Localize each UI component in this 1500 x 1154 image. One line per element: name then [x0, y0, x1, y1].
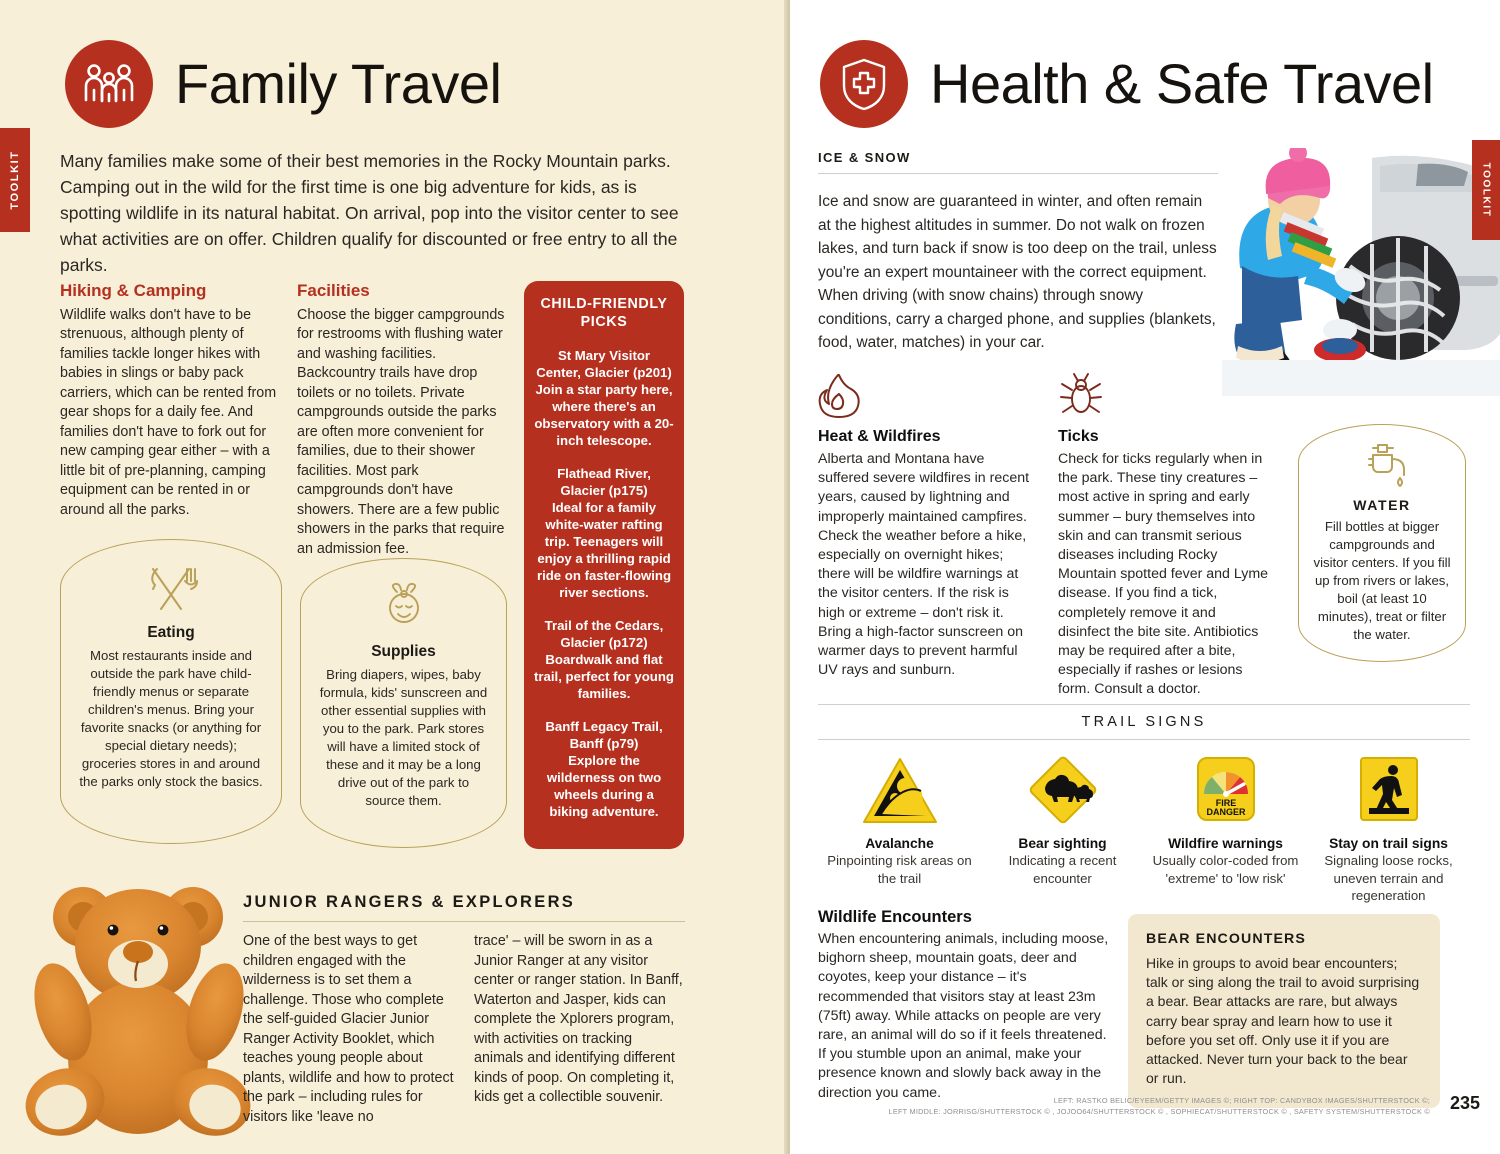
trail-sign-label: Stay on trail signs: [1329, 836, 1448, 851]
trail-sign-fire-danger: [1144, 754, 1307, 905]
trail-sign-label: Bear sighting: [1018, 836, 1107, 851]
trail-sign-desc: Pinpointing risk areas on the trail: [827, 853, 972, 886]
toolkit-tab-left-label: TOOLKIT: [9, 150, 21, 210]
photo-credits: [860, 1096, 1430, 1117]
family-travel-intro: Many families make some of their best memories in the Rocky Mountain parks. Camping out in the wild for the first time is one big adventure for kids, as is spotting wildlife in its natural habitat. On arrival, pop into the visitor center to see what activities are on offer. Children qualify for discounted or free entry to all the parks.: [60, 151, 679, 275]
junior-rangers-col2: trace' – will be sworn in as a Junior Ranger at any visitor center or ranger station. In Banff, Waterton and Jasper, kids can complete the Xplorers program, with activities on tracking animals and identifying different kinds of poop. On completing it, kids get a collectible souvenir.: [474, 933, 683, 1105]
trail-sign-avalanche: [818, 754, 981, 905]
junior-rangers-section: [243, 893, 685, 1127]
pick-text: Ideal for a family white-water rafting trip. Teenagers will enjoy a thrilling rapid ride on faster-flowing river sections.: [536, 500, 672, 600]
junior-rangers-col1: One of the best ways to get children engaged with the wilderness is to set them a challenge. Those who complete the self-guided Glacier Junior Ranger Activity Booklet, which teaches young people about plants, wildlife and how to protect the park – including rules for visitors like 'leave no: [243, 933, 454, 1125]
column-hiking-camping: [60, 281, 282, 520]
column-facilities: [297, 281, 507, 559]
trail-sign-bear: [981, 754, 1144, 905]
trail-signs-title: TRAIL SIGNS: [1081, 714, 1207, 730]
oval-title-supplies: Supplies: [371, 643, 436, 660]
photo-credits-line1: LEFT: RASTKO BELIC/EYEEM/GETTY IMAGES ©; RIGHT TOP: CANDYBOX IMAGES/SHUTTERSTOCK ©;: [1053, 1096, 1430, 1105]
family-travel-header: [65, 40, 501, 128]
pedestrian-trail-sign-icon: [1307, 754, 1470, 826]
pick-name: St Mary Visitor Center, Glacier (p201): [536, 348, 672, 380]
body-ticks: Check for ticks regularly when in the park. These tiny creatures – most active in spring and early summer – bury themselves into skin and can transmit serious diseases including Rocky Mountain spotted fever and Lyme disease. If you find a tick, completely remove it and disinfect the bite site. Antibiotics may be required after a bite, especially if rashes or lesions form. Consult a doctor.: [1058, 451, 1269, 698]
teddy-bear-photo: [25, 862, 253, 1152]
child-friendly-picks-box: [524, 281, 684, 849]
heading-heat-wildfires: Heat & Wildfires: [818, 428, 941, 445]
picks-title: CHILD-FRIENDLY PICKS: [540, 296, 668, 330]
oval-body-eating: Most restaurants inside and outside the park have child-friendly menus or separate children's menus. Bring your favorite snacks (or anything for special dietary needs); groceries stores in and around the parks only stock the basics.: [79, 648, 263, 789]
fire-danger-gauge-sign-icon: [1144, 754, 1307, 826]
pick-name: Flathead River, Glacier (p175): [557, 466, 651, 498]
health-safe-travel-header: [820, 40, 1434, 128]
oval-supplies: [300, 558, 507, 848]
toolkit-tab-right: [1472, 140, 1500, 240]
oval-title-water: WATER: [1353, 497, 1411, 513]
oval-water: [1298, 424, 1466, 662]
oval-body-supplies: Bring diapers, wipes, baby formula, kids' sunscreen and other essential supplies with you to the park. Park stores will have a limited stock of these and it may be a long drive out of the park to source them.: [319, 667, 488, 808]
column-heat-wildfires: [818, 372, 1038, 680]
ice-snow-divider: [818, 173, 1218, 174]
page-title-health-safe-travel: Health & Safe Travel: [930, 52, 1434, 115]
body-heat-wildfires: Alberta and Montana have suffered severe wildfires in recent years, caused by lightning and improperly maintained campfires. Check the weather before a hike, especially on overnight hikes; there will be wildfire warnings at the visitor centers. If the risk is high or extreme – don't risk it. Bring a high-factor sunscreen on warmer days to prevent harmful UV rays and sunburn.: [818, 451, 1030, 679]
pick-text: Boardwalk and flat trail, perfect for young families.: [534, 652, 674, 701]
bear-encounters-box: [1128, 914, 1440, 1108]
pick-name: Banff Legacy Trail, Banff (p79): [545, 719, 663, 751]
heading-hiking-camping: Hiking & Camping: [60, 281, 207, 300]
pick-item: [534, 718, 674, 820]
trail-sign-desc: Signaling loose rocks, uneven terrain and regeneration: [1324, 853, 1453, 903]
bear-encounters-title: BEAR ENCOUNTERS: [1146, 931, 1306, 947]
oval-title-eating: Eating: [147, 624, 195, 641]
wildlife-encounters-block: [818, 908, 1114, 1103]
pick-item: [534, 617, 674, 702]
avalanche-warning-sign-icon: [818, 754, 981, 826]
svg-text:DANGER: DANGER: [1205, 807, 1246, 817]
junior-rangers-divider: [243, 921, 685, 922]
body-facilities: Choose the bigger campgrounds for restrooms with flushing water and washing facilities. Backcountry trails have drop toilets or no toilets. Private campgrounds outside the parks are often more convenient for families, due to their shower facilities. Most park campgrounds don't have showers. There are a few public showers in the parks that require an admission fee.: [297, 306, 505, 557]
toolkit-tab-left: [0, 128, 30, 232]
trail-sign-desc: Indicating a recent encounter: [1008, 853, 1117, 886]
trail-sign-stay-on-trail: [1307, 754, 1470, 905]
heading-facilities: Facilities: [297, 281, 370, 300]
toolkit-tab-right-label: TOOLKIT: [1480, 162, 1492, 218]
tick-icon: [1058, 372, 1270, 418]
body-wildlife-encounters: When encountering animals, including moose, bighorn sheep, mountain goats, deer and coyotes, keep your distance – it's recommended that visitors stay at least 23m (75ft) away. While attacks on people are very rare, an animal will do so if it feels threatened. If you stumble upon an animal, make your presence known and slowly back away in the direction you came.: [818, 931, 1109, 1101]
ice-snow-body: Ice and snow are guaranteed in winter, and often remain at the highest altitudes in summer. Do not walk on frozen lakes, and turn back if snow is too deep on the trail, unless you're an expert mountaineer with the correct equipment. When driving (with snow chains) through snowy conditions, carry a charged phone, and supplies (blankets, food, water, matches) in your car.: [818, 193, 1217, 351]
svg-text:FIRE: FIRE: [1215, 798, 1236, 808]
trail-sign-desc: Usually color-coded from 'extreme' to 'low risk': [1152, 853, 1299, 886]
trail-signs-divider-bottom: [818, 739, 1470, 740]
pick-item: [534, 347, 674, 449]
woman-fitting-snow-chains-photo: [1222, 148, 1500, 396]
bear-crossing-sign-icon: [981, 754, 1144, 826]
bear-encounters-body: Hike in groups to avoid bear encounters; talk or sing along the trail to avoid surprising a bear. Bear attacks are rare, but always carry bear spray and learn how to use it before you set off. Only use it if you are attacked. Never turn your back to the bear or run.: [1146, 955, 1420, 1087]
heading-ticks: Ticks: [1058, 428, 1099, 445]
trail-signs-section: [818, 704, 1470, 905]
pick-text: Join a star party here, where there's an observatory with a 20-inch telescope.: [534, 382, 674, 448]
cutlery-icon: [79, 562, 263, 618]
pick-name: Trail of the Cedars, Glacier (p172): [544, 618, 664, 650]
baby-face-icon: [319, 581, 488, 637]
trail-sign-label: Wildfire warnings: [1168, 836, 1283, 851]
page-title-family-travel: Family Travel: [175, 52, 502, 115]
page-number: 235: [1449, 1093, 1480, 1113]
faucet-icon: [1311, 441, 1453, 491]
body-hiking-camping: Wildlife walks don't have to be strenuous, although plenty of families tackle longer hikes with babies in slings or baby pack carriers, which can be rented from gear shops for a daily fee. And families don't have to fork out for new camping gear either – with a little bit of pre-planning, camping equipment can be rented in or around all the parks.: [60, 306, 277, 518]
flame-icon: [818, 372, 1038, 418]
family-group-icon: [65, 40, 153, 128]
oval-body-water: Fill bottles at bigger campgrounds and visitor centers. If you fill up from rivers or lakes, boil (at least 10 minutes), treat or filter the water.: [1313, 519, 1451, 642]
pick-item: [534, 465, 674, 601]
heading-wildlife-encounters: Wildlife Encounters: [818, 908, 972, 926]
photo-credits-line2: LEFT MIDDLE: JORRISG/SHUTTERSTOCK © , JOJOO64/SHUTTERSTOCK © , SOPHIECAT/SHUTTERSTOCK © , SAFETY SYSTEM/SHUTTERSTOCK ©: [888, 1106, 1430, 1116]
oval-eating: [60, 539, 282, 844]
trail-sign-label: Avalanche: [865, 836, 934, 851]
junior-rangers-title: JUNIOR RANGERS & EXPLORERS: [243, 893, 576, 911]
medical-shield-icon: [820, 40, 908, 128]
pick-text: Explore the wilderness on two wheels during a biking adventure.: [546, 753, 662, 819]
eyebrow-ice-and-snow: ICE & SNOW: [818, 150, 911, 165]
column-ticks: [1058, 372, 1270, 700]
